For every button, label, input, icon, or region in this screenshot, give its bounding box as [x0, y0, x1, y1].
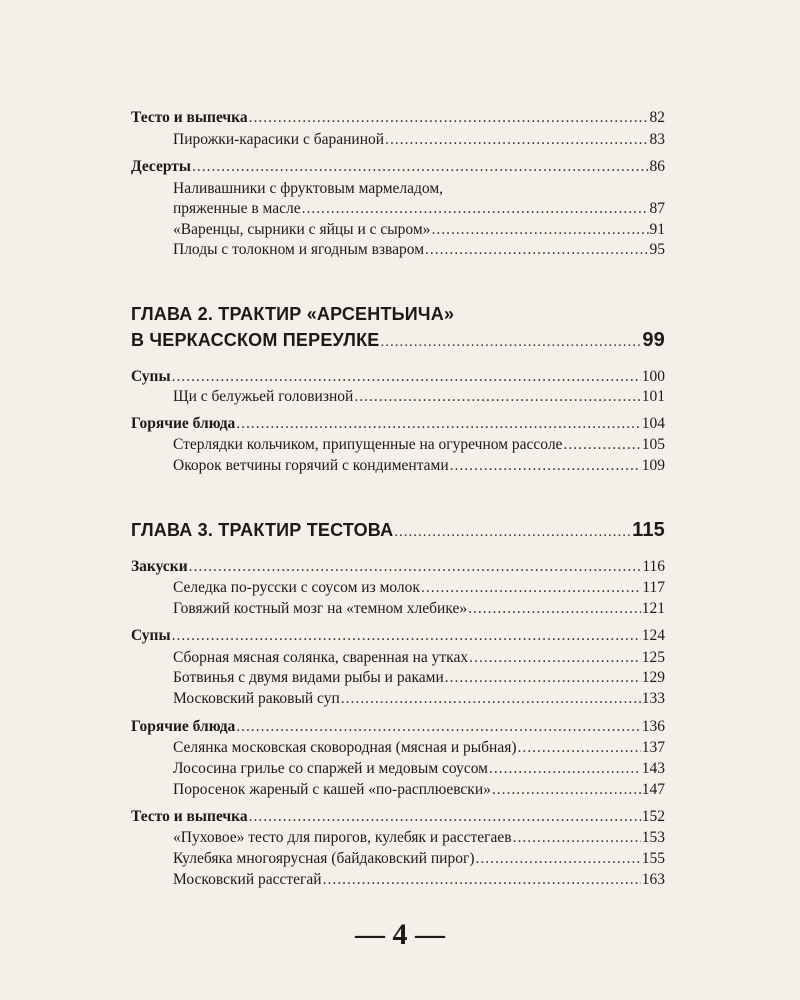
leader-dots [476, 849, 641, 869]
toc-entry[interactable] [173, 199, 665, 219]
leader-dots [236, 717, 640, 737]
chapter-page-ref: 115 [632, 519, 665, 541]
toc-section[interactable] [131, 626, 665, 646]
leader-dots [249, 108, 649, 128]
toc-entry[interactable] [173, 240, 665, 260]
toc-section[interactable] [131, 414, 665, 434]
leader-dots [302, 199, 649, 219]
page-ref: 95 [649, 241, 665, 258]
section-title: Тесто и выпечка [131, 109, 248, 126]
leader-dots [249, 807, 641, 827]
leader-dots [394, 520, 631, 544]
page-ref: 153 [641, 829, 665, 846]
toc-entry[interactable] [173, 668, 665, 688]
toc-section[interactable] [131, 717, 665, 737]
toc-entry[interactable] [173, 456, 665, 476]
toc-entry[interactable] [173, 578, 665, 598]
page-number: — 4 — [355, 918, 445, 951]
toc-entry[interactable] [173, 828, 665, 848]
toc-entry[interactable] [173, 870, 665, 890]
page-ref: 104 [641, 415, 665, 432]
leader-dots [385, 130, 648, 150]
entry-title: Селедка по-русски с соусом из молок [173, 579, 420, 596]
section-title: Горячие блюда [131, 718, 236, 735]
toc-entry[interactable] [173, 738, 665, 758]
entry-title: Лососина грилье со спаржей и медовым соусом [173, 760, 488, 777]
entry-title: Кулебяка многоярусная (байдаковский пирог) [173, 850, 475, 867]
toc-entry[interactable] [173, 599, 665, 619]
entry-title: Стерлядки кольчиком, припущенные на огуречном рассоле [173, 436, 563, 453]
toc-entry[interactable] [173, 220, 665, 240]
leader-dots [450, 456, 641, 476]
chapter-heading[interactable] [131, 518, 665, 544]
page-ref: 83 [649, 131, 665, 148]
toc-entry[interactable] [173, 435, 665, 455]
page-ref: 100 [641, 368, 665, 385]
toc-entry[interactable] [173, 759, 665, 779]
page-ref: 101 [641, 388, 665, 405]
leader-dots [469, 648, 641, 668]
entry-title: Окорок ветчины горячий с кондиментами [173, 457, 449, 474]
leader-dots [380, 330, 641, 354]
toc-section[interactable] [131, 108, 665, 128]
page-ref: 163 [641, 871, 665, 888]
toc-entry[interactable] [173, 130, 665, 150]
toc-section[interactable] [131, 157, 665, 177]
leader-dots [192, 157, 648, 177]
section-title: Супы [131, 627, 171, 644]
chapter-heading-line: ГЛАВА 2. ТРАКТИР «АРСЕНТЬИЧА» [131, 304, 455, 324]
leader-dots [468, 599, 641, 619]
section-title: Горячие блюда [131, 415, 236, 432]
entry-title: «Пуховое» тесто для пирогов, кулебяк и расстегаев [173, 829, 512, 846]
section-title: Закуски [131, 558, 188, 575]
page-ref: 137 [641, 739, 665, 756]
entry-title: Поросенок жареный с кашей «по-расплюевски» [173, 781, 491, 798]
page-ref: 155 [641, 850, 665, 867]
entry-title: Щи с белужьей головизной [173, 388, 354, 405]
leader-dots [431, 220, 648, 240]
toc-entry[interactable] [173, 689, 665, 709]
page-ref: 152 [641, 808, 665, 825]
page-ref: 105 [641, 436, 665, 453]
page-ref: 109 [641, 457, 665, 474]
entry-title: Говяжий костный мозг на «темном хлебике» [173, 600, 468, 617]
entry-title: Московский расстегай [173, 871, 322, 888]
page-ref: 133 [641, 690, 665, 707]
leader-dots [518, 738, 641, 758]
leader-dots [563, 435, 640, 455]
chapter-title: ГЛАВА 3. ТРАКТИР ТЕСТОВА [131, 520, 394, 540]
page-ref: 143 [641, 760, 665, 777]
toc-section[interactable] [131, 807, 665, 827]
entry-title: Селянка московская сковородная (мясная и рыбная) [173, 739, 517, 756]
toc-entry[interactable] [173, 780, 665, 800]
leader-dots [445, 668, 641, 688]
leader-dots [172, 367, 641, 387]
entry-title: Пирожки-карасики с бараниной [173, 131, 385, 148]
leader-dots [354, 387, 640, 407]
entry-title-line: Наливашники с фруктовым мармеладом, [173, 180, 444, 197]
toc-entry[interactable] [173, 849, 665, 869]
leader-dots [189, 557, 642, 577]
entry-title: Московский раковый суп [173, 690, 340, 707]
leader-dots [425, 240, 648, 260]
chapter-page-ref: 99 [642, 329, 665, 351]
chapter-title: В ЧЕРКАССКОМ ПЕРЕУЛКЕ [131, 330, 380, 350]
entry-title: Плоды с толокном и ягодным взваром [173, 241, 425, 258]
leader-dots [489, 759, 641, 779]
leader-dots [513, 828, 641, 848]
toc-section[interactable] [131, 557, 665, 577]
page-ref: 136 [641, 718, 665, 735]
page-ref: 121 [641, 600, 665, 617]
page-ref: 124 [641, 627, 665, 644]
page-ref: 82 [649, 109, 665, 126]
entry-title: Ботвинья с двумя видами рыбы и раками [173, 669, 444, 686]
page-ref: 91 [649, 221, 665, 238]
leader-dots [341, 689, 641, 709]
toc-section[interactable] [131, 367, 665, 387]
toc-page [131, 0, 665, 1000]
section-title: Супы [131, 368, 171, 385]
leader-dots [421, 578, 641, 598]
chapter-heading[interactable] [131, 328, 665, 354]
entry-title: пряженные в масле [173, 200, 301, 217]
page-ref: 117 [642, 579, 665, 596]
toc-entry[interactable] [173, 648, 665, 668]
leader-dots [172, 626, 641, 646]
page-ref: 147 [641, 781, 665, 798]
section-title: Десерты [131, 158, 192, 175]
page-ref: 116 [642, 558, 665, 575]
entry-title: «Варенцы, сырники с яйцы и с сыром» [173, 221, 431, 238]
leader-dots [236, 414, 640, 434]
leader-dots [323, 870, 641, 890]
section-title: Тесто и выпечка [131, 808, 248, 825]
toc-entry[interactable] [173, 387, 665, 407]
page-ref: 87 [649, 200, 665, 217]
page-ref: 129 [641, 669, 665, 686]
page-ref: 86 [649, 158, 665, 175]
leader-dots [492, 780, 641, 800]
page-ref: 125 [641, 649, 665, 666]
entry-title: Сборная мясная солянка, сваренная на утках [173, 649, 469, 666]
